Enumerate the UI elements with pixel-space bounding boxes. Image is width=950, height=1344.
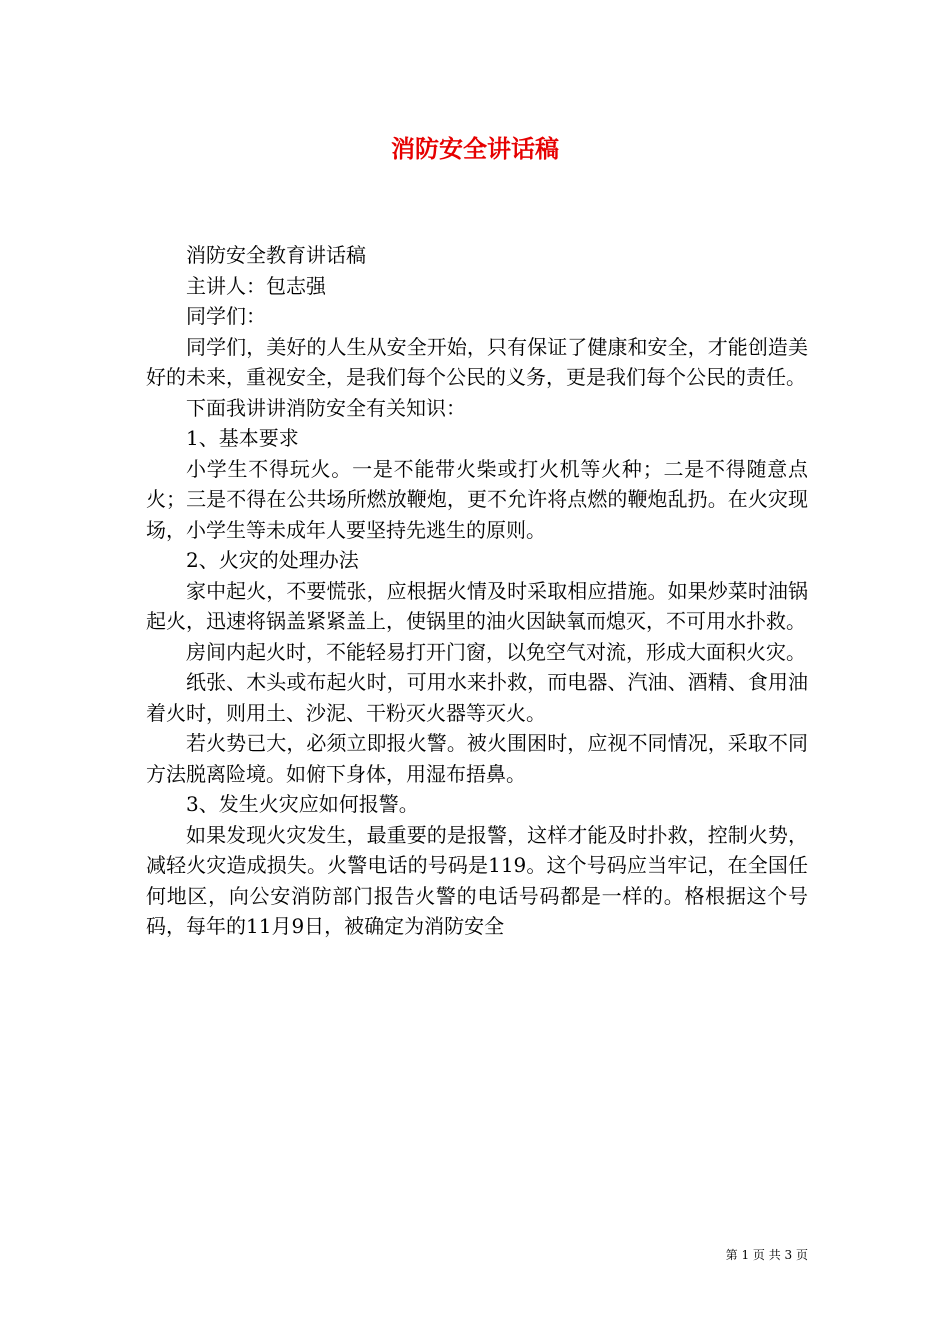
- paragraph-intro: 同学们，美好的人生从安全开始，只有保证了健康和安全，才能创造美好的未来，重视安全，是我们每个公民的义务，更是我们每个公民的责任。: [146, 334, 808, 389]
- section-heading-fire-alarm: 3、发生火灾应如何报警。: [186, 792, 419, 816]
- paragraph-topic: 下面我讲讲消防安全有关知识：: [186, 395, 466, 420]
- paragraph-subtitle: 消防安全教育讲话稿: [186, 243, 366, 267]
- paragraph-fire-alarm: 如果发现火灾发生，最重要的是报警，这样才能及时扑救，控制火势，减轻火灾造成损失。火警电话的号码是119。这个号码应当牢记，在全国任何地区，向公安消防部门报告火警的电话号码都是一样的。格根据这个号码，每年的11月9日，被确定为消防安全: [146, 822, 808, 938]
- paragraph-room-fire: 房间内起火时，不能轻易打开门窗，以免空气对流，形成大面积火灾。: [186, 639, 806, 664]
- paragraph-greeting: 同学们：: [186, 304, 266, 328]
- document-body: [146, 240, 808, 942]
- section-heading-fire-handling: 2、火灾的处理办法: [186, 548, 359, 572]
- document-title: 消防安全讲话稿: [391, 134, 559, 163]
- section-heading-basic-requirements: 1、基本要求: [186, 426, 299, 450]
- page-number: 第 1 页 共 3 页: [725, 1248, 808, 1262]
- paragraph-kitchen-fire: 家中起火，不要慌张，应根据火情及时采取相应措施。如果炒菜时油锅起火，迅速将锅盖紧紧盖上，使锅里的油火因缺氧而熄灭，不可用水扑救。: [146, 578, 808, 633]
- paragraph-escape: 若火势已大，必须立即报火警。被火围困时，应视不同情况，采取不同方法脱离险境。如俯下身体，用湿布捂鼻。: [146, 731, 808, 786]
- paragraph-basic-requirements: 小学生不得玩火。一是不能带火柴或打火机等火种；二是不得随意点火；三是不得在公共场所燃放鞭炮，更不允许将点燃的鞭炮乱扔。在火灾现场，小学生等未成年人要坚持先逃生的原则。: [146, 456, 808, 542]
- paragraph-speaker: 主讲人：包志强: [186, 273, 326, 298]
- paragraph-material-fire: 纸张、木头或布起火时，可用水来扑救，而电器、汽油、酒精、食用油着火时，则用土、沙泥、干粉灭火器等灭火。: [146, 670, 808, 725]
